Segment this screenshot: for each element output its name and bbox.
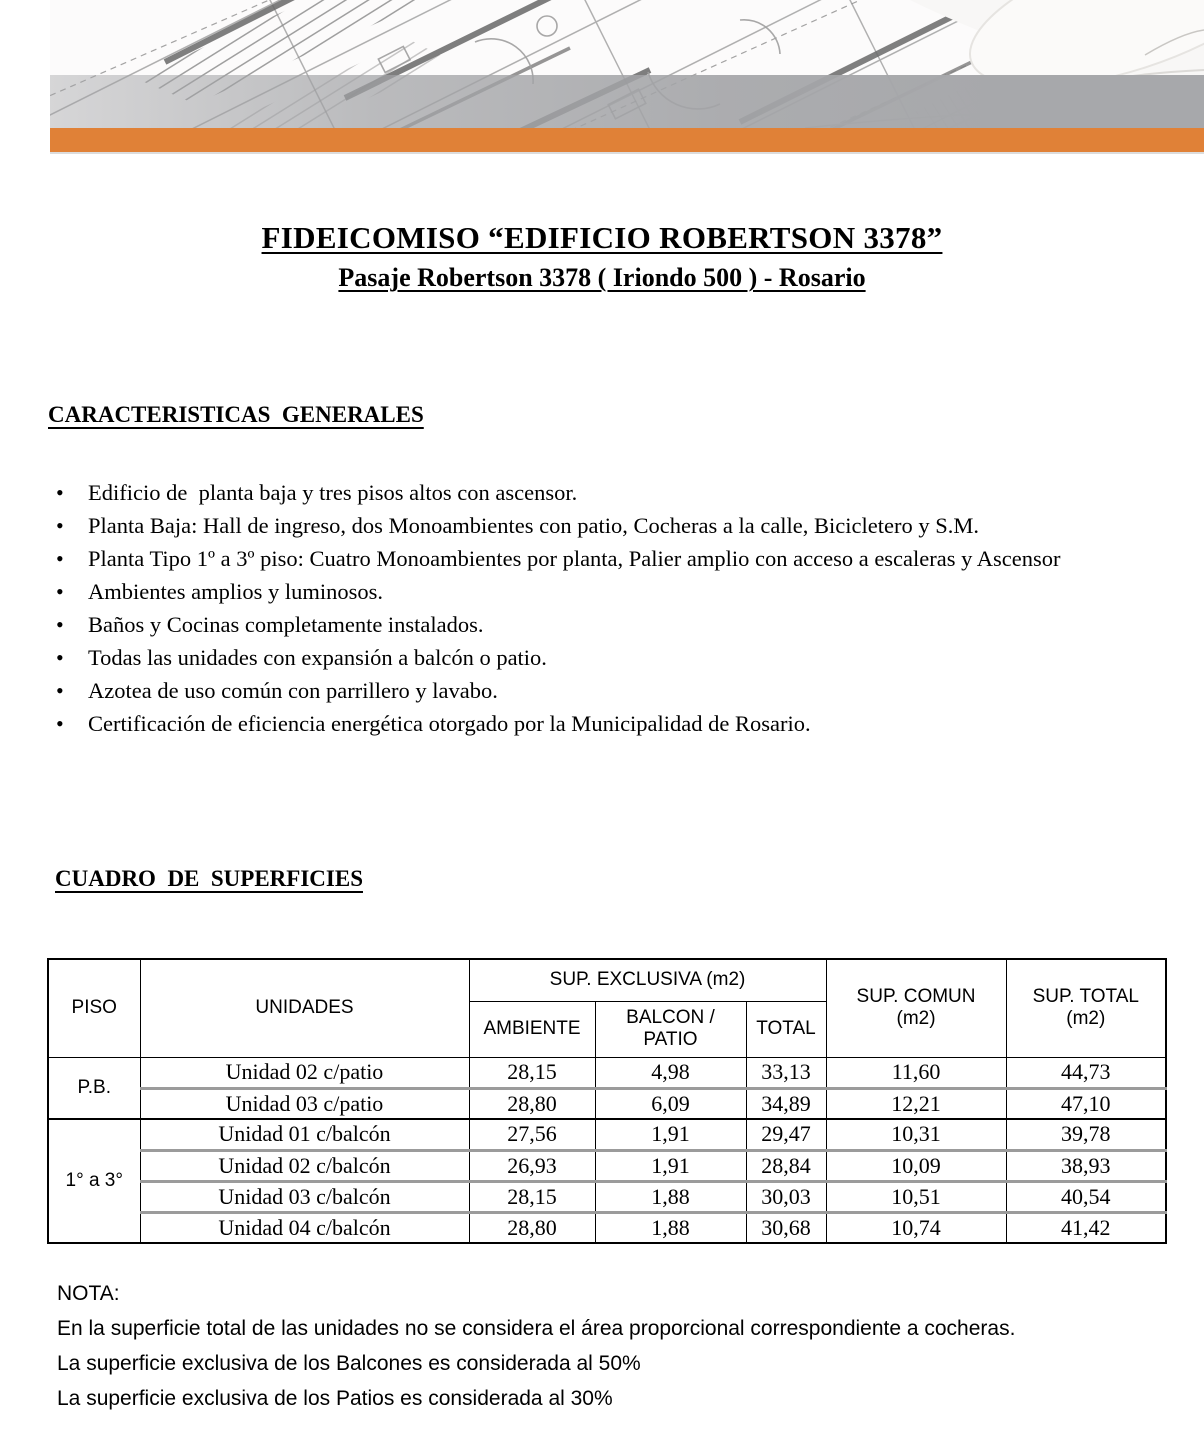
- cell-total: 33,13: [746, 1057, 826, 1088]
- cell-sup-total: 47,10: [1006, 1088, 1166, 1119]
- cell-balcon: 1,88: [595, 1212, 746, 1243]
- cell-sup-total: 41,42: [1006, 1212, 1166, 1243]
- bullet-item: • Ambientes amplios y luminosos.: [50, 575, 1165, 608]
- table-row: [48, 1181, 1166, 1212]
- caracteristicas-bullet-list: [50, 476, 1165, 740]
- table-row: [48, 1057, 1166, 1088]
- section-heading-cuadro: CUADRO DE SUPERFICIES: [55, 866, 363, 891]
- cell-unidad: Unidad 03 c/patio: [140, 1088, 469, 1119]
- cell-unidad: Unidad 02 c/balcón: [140, 1150, 469, 1181]
- document-title: FIDEICOMISO “EDIFICIO ROBERTSON 3378”: [261, 220, 943, 255]
- table-row: [48, 1088, 1166, 1119]
- col-header-sup-comun-label: SUP. COMUN (m2): [856, 986, 976, 1030]
- cell-comun: 12,21: [826, 1088, 1006, 1119]
- cell-ambiente: 27,56: [469, 1119, 595, 1150]
- cell-balcon: 4,98: [595, 1057, 746, 1088]
- cell-comun: 10,74: [826, 1212, 1006, 1243]
- cell-comun: 11,60: [826, 1057, 1006, 1088]
- bullet-item: • Planta Tipo 1º a 3º piso: Cuatro Monoambientes por planta, Palier amplio con acceso a escaleras y Ascensor: [50, 542, 1165, 575]
- orange-accent-bar: [50, 128, 1204, 152]
- table-row: [48, 1119, 1166, 1150]
- col-header-unidades: UNIDADES: [140, 959, 469, 1057]
- superficies-table: [47, 958, 1167, 1244]
- table-row: [48, 1150, 1166, 1181]
- col-header-ambiente: AMBIENTE: [469, 1001, 595, 1057]
- cell-sup-total: 40,54: [1006, 1181, 1166, 1212]
- nota-block: [57, 1276, 1167, 1416]
- bullet-item: • Azotea de uso común con parrillero y lavabo.: [50, 674, 1165, 707]
- cell-ambiente: 28,80: [469, 1212, 595, 1243]
- col-header-piso: PISO: [48, 959, 140, 1057]
- cell-comun: 10,09: [826, 1150, 1006, 1181]
- cell-balcon: 1,91: [595, 1150, 746, 1181]
- bullet-item: • Todas las unidades con expansión a balcón o patio.: [50, 641, 1165, 674]
- cell-sup-total: 38,93: [1006, 1150, 1166, 1181]
- cell-unidad: Unidad 01 c/balcón: [140, 1119, 469, 1150]
- cell-unidad: Unidad 03 c/balcón: [140, 1181, 469, 1212]
- cell-balcon: 1,91: [595, 1119, 746, 1150]
- cell-total: 29,47: [746, 1119, 826, 1150]
- cell-sup-total: 44,73: [1006, 1057, 1166, 1088]
- table-row: [48, 1212, 1166, 1243]
- cell-total: 30,03: [746, 1181, 826, 1212]
- blueprint-header-image: [50, 0, 1204, 128]
- cell-sup-total: 39,78: [1006, 1119, 1166, 1150]
- nota-line: En la superficie total de las unidades no se considera el área proporcional correspondiente a cocheras.: [57, 1317, 1016, 1340]
- col-header-balcon-patio-label: BALCON / PATIO: [626, 1007, 715, 1050]
- cell-comun: 10,51: [826, 1181, 1006, 1212]
- cell-balcon: 1,88: [595, 1181, 746, 1212]
- bullet-item: • Baños y Cocinas completamente instalados.: [50, 608, 1165, 641]
- col-header-total: TOTAL: [746, 1001, 826, 1057]
- cell-comun: 10,31: [826, 1119, 1006, 1150]
- document-subtitle: Pasaje Robertson 3378 ( Iriondo 500 ) - Rosario: [338, 263, 866, 292]
- title-block: [0, 220, 1204, 293]
- gray-overlay-band: [50, 75, 1204, 128]
- cell-total: 28,84: [746, 1150, 826, 1181]
- cell-unidad: Unidad 04 c/balcón: [140, 1212, 469, 1243]
- cell-balcon: 6,09: [595, 1088, 746, 1119]
- nota-line: La superficie exclusiva de los Balcones es considerada al 50%: [57, 1352, 641, 1375]
- cell-unidad: Unidad 02 c/patio: [140, 1057, 469, 1088]
- cell-total: 30,68: [746, 1212, 826, 1243]
- col-header-sup-total-label: SUP. TOTAL (m2): [1032, 986, 1139, 1030]
- cell-ambiente: 28,15: [469, 1057, 595, 1088]
- piso-group-label: 1° a 3°: [48, 1119, 140, 1243]
- cell-total: 34,89: [746, 1088, 826, 1119]
- bullet-item: • Edificio de planta baja y tres pisos altos con ascensor.: [50, 476, 1165, 509]
- col-header-sup-comun: [826, 959, 1006, 1057]
- cell-ambiente: 28,15: [469, 1181, 595, 1212]
- piso-group-label: P.B.: [48, 1057, 140, 1119]
- bullet-item: • Certificación de eficiencia energética otorgado por la Municipalidad de Rosario.: [50, 707, 1165, 740]
- col-header-sup-total: [1006, 959, 1166, 1057]
- bullet-item: • Planta Baja: Hall de ingreso, dos Monoambientes con patio, Cocheras a la calle, Bicicletero y S.M.: [50, 509, 1165, 542]
- cell-ambiente: 28,80: [469, 1088, 595, 1119]
- nota-line: La superficie exclusiva de los Patios es considerada al 30%: [57, 1387, 613, 1410]
- nota-label: NOTA:: [57, 1282, 120, 1305]
- section-heading-caracteristicas: CARACTERISTICAS GENERALES: [48, 402, 424, 427]
- col-header-balcon-patio: [595, 1001, 746, 1057]
- col-header-sup-exclusiva: SUP. EXCLUSIVA (m2): [469, 959, 826, 1001]
- cell-ambiente: 26,93: [469, 1150, 595, 1181]
